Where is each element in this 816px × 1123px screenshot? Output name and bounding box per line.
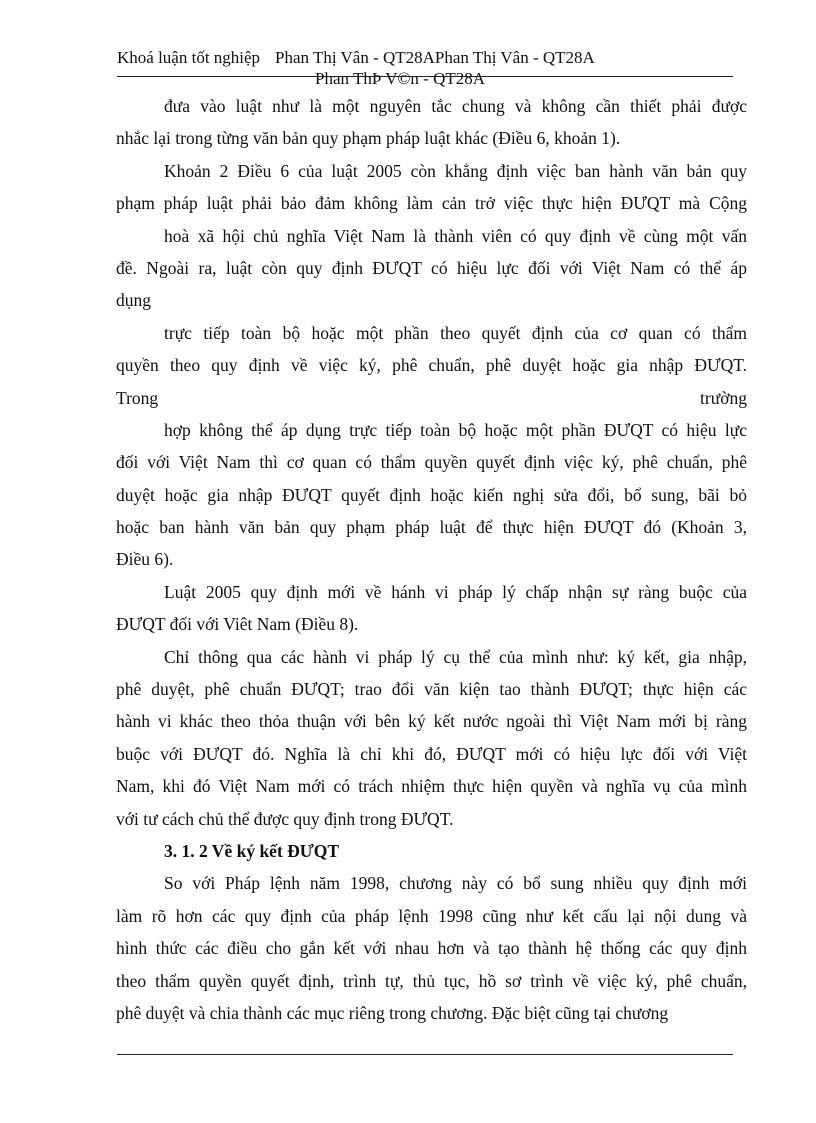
text-line: làm rõ hơn các quy định của pháp lệnh 1998 cũng như kết cấu lại nội dung và [116,905,747,926]
text-line: trực tiếp toàn bộ hoặc một phần theo quyết định của cơ quan có thẩm [164,322,747,343]
text-line: Luật 2005 quy định mới về hánh vi pháp lý chấp nhận sự ràng buộc của [164,581,747,602]
text-line: hình thức các điều cho gắn kết với nhau hơn và tạo thành hệ thống các quy định [116,938,747,959]
text-line: Nam, khi đó Việt Nam mới có trách nhiệm thực hiện quyền và nghĩa vụ của mình [116,776,747,797]
text-line: đề. Ngoài ra, luật còn quy định ĐƯQT có hiệu lực đối với Việt Nam có thể áp [116,257,747,278]
text-line: Khoản 2 Điều 6 của luật 2005 còn khẳng định việc ban hành văn bản quy [164,160,747,181]
text-line: duyệt hoặc gia nhập ĐƯQT quyết định hoặc kiến nghị sửa đổi, bổ sung, bãi bỏ [116,484,747,505]
text-line: dụng [116,290,151,311]
header-thesis-label: Khoá luận tốt nghiệp [117,48,261,67]
text-line: Điều 6). [116,549,174,570]
text-line: Trong trường [116,387,747,408]
text-line: phạm pháp luật phải bảo đảm không làm cản trở việc thực hiện ĐƯQT mà Cộng [116,193,747,214]
text-line: phê duyệt và chia thành các mục riêng trong chương. Đặc biệt cũng tại chương [116,1002,669,1023]
text-line: ĐƯQT đối với Viêt Nam (Điều 8). [116,614,359,635]
text-line: đưa vào luật như là một nguyên tắc chung và không cần thiết phải được [164,96,747,116]
text-line: hoà xã hội chủ nghĩa Việt Nam là thành viên có quy định về cùng một vấn [164,225,747,246]
text-line: nhắc lại trong từng văn bản quy phạm pháp luật khác (Điều 6, khoản 1). [116,128,621,149]
page-header [117,48,733,90]
footer-divider [117,1054,733,1055]
header-author: Phan Thị Vân - QT28APhan Thị Vân - QT28A [275,48,595,67]
text-line: So với Pháp lệnh năm 1998, chương này có bổ sung nhiều quy định mới [164,873,747,894]
text-line: buộc với ĐƯQT đó. Nghĩa là chỉ khi đó, ĐƯQT mới có hiệu lực đối với Việt [116,743,747,764]
text-line: phê duyệt, phê chuẩn ĐƯQT; trao đổi văn kiện tao thành ĐƯQT; thực hiện các [116,679,747,700]
text-line: theo thẩm quyền quyết định, trình tự, thủ tục, hồ sơ trình về việc ký, phê chuẩn, [116,970,747,991]
document-body [116,90,747,1029]
text-line: hành vi khác theo thỏa thuận với bên ký kết nước ngoài thì Việt Nam mới bị ràng [116,711,747,732]
text-line: hợp không thể áp dụng trực tiếp toàn bộ hoặc một phần ĐƯQT có hiệu lực [164,419,747,440]
text-line: đối với Việt Nam thì cơ quan có thẩm quyền quyết định việc ký, phê chuẩn, phê [116,452,747,473]
section-heading: 3. 1. 2 Về ký kết ĐƯQT [164,840,339,861]
text-line: Chỉ thông qua các hành vi pháp lý cụ thể của mình như: ký kết, gia nhập, [164,646,747,667]
text-line: quyền theo quy định về việc ký, phê chuẩn, phê duyệt hoặc gia nhập ĐƯQT. [116,355,747,376]
text-line: với tư cách chủ thể được quy định trong ĐƯQT. [116,808,454,829]
header-divider [117,76,733,77]
text-line: hoặc ban hành văn bản quy phạm pháp luật để thực hiện ĐƯQT đó (Khoản 3, [116,517,747,538]
header-author-garbled: Phan ThÞ V©n - QT28A [315,69,486,88]
